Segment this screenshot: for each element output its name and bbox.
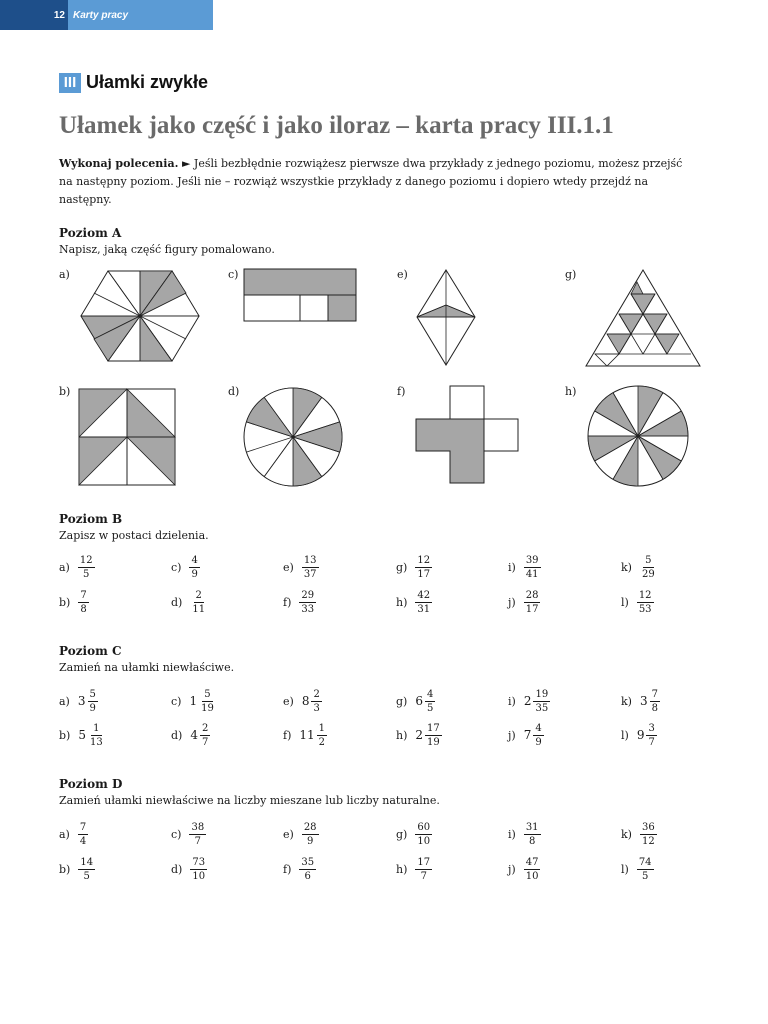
fraction bbox=[78, 857, 95, 882]
exercise-item bbox=[171, 720, 210, 750]
section-name: Karty pracy bbox=[68, 0, 213, 30]
whole-part: 3 bbox=[77, 694, 86, 708]
exercise-item bbox=[59, 720, 105, 750]
whole-part: 7 bbox=[523, 728, 532, 742]
whole-part: 3 bbox=[639, 694, 648, 708]
level-c-row-1 bbox=[59, 686, 719, 716]
whole-part: 6 bbox=[415, 694, 423, 708]
fraction bbox=[524, 822, 541, 847]
exercise-letter: f) bbox=[283, 728, 292, 742]
exercise-letter: j) bbox=[508, 595, 516, 609]
numerator: 5 bbox=[645, 554, 652, 566]
numerator: 36 bbox=[641, 821, 655, 833]
numerator: 4 bbox=[426, 688, 434, 700]
fraction bbox=[78, 822, 88, 847]
numerator: 60 bbox=[417, 821, 431, 833]
numerator: 5 bbox=[89, 688, 96, 700]
level-c-title: Poziom C bbox=[59, 644, 122, 658]
denominator: 37 bbox=[303, 568, 317, 580]
denominator: 17 bbox=[525, 603, 539, 615]
exercise-item bbox=[396, 720, 442, 750]
exercise-item bbox=[621, 587, 654, 617]
whole-part: 4 bbox=[190, 728, 198, 742]
exercise-item bbox=[621, 686, 660, 716]
numerator: 38 bbox=[191, 821, 205, 833]
denominator: 9 bbox=[191, 568, 198, 580]
level-a-instruction: Napisz, jaką część figury pomalowano. bbox=[59, 243, 275, 256]
exercise-letter: i) bbox=[508, 827, 516, 841]
exercise-item bbox=[396, 587, 432, 617]
level-d-title: Poziom D bbox=[59, 777, 123, 791]
numerator: 19 bbox=[535, 688, 549, 700]
exercise-item bbox=[396, 819, 432, 849]
denominator: 53 bbox=[638, 603, 652, 615]
numerator: 39 bbox=[525, 554, 539, 566]
denominator: 4 bbox=[79, 835, 87, 847]
chapter-title: Ułamki zwykłe bbox=[86, 72, 209, 92]
exercise-letter: l) bbox=[621, 595, 629, 609]
fraction bbox=[425, 689, 435, 714]
whole-part: 8 bbox=[301, 694, 310, 708]
exercise-item bbox=[59, 854, 95, 884]
numerator: 29 bbox=[301, 589, 315, 601]
exercise-item bbox=[171, 686, 216, 716]
fraction bbox=[640, 822, 657, 847]
exercise-item bbox=[59, 819, 88, 849]
level-d-row-2 bbox=[59, 854, 719, 884]
figure-f-label: f) bbox=[397, 385, 406, 398]
level-a-title: Poziom A bbox=[59, 226, 122, 240]
figure-c-rectangle bbox=[243, 268, 358, 323]
fraction bbox=[199, 689, 216, 714]
numerator: 1 bbox=[93, 722, 100, 734]
figure-e-rhombus bbox=[415, 268, 477, 368]
exercise-letter: g) bbox=[396, 827, 408, 841]
denominator: 7 bbox=[201, 736, 209, 748]
exercise-letter: c) bbox=[171, 827, 182, 841]
denominator: 5 bbox=[83, 870, 90, 882]
numerator: 2 bbox=[195, 589, 202, 601]
denominator: 6 bbox=[304, 870, 311, 882]
denominator: 8 bbox=[651, 702, 658, 714]
fraction bbox=[646, 723, 656, 748]
numerator: 74 bbox=[638, 856, 652, 868]
exercise-item bbox=[171, 854, 207, 884]
chapter-number: III bbox=[59, 73, 81, 93]
denominator: 7 bbox=[648, 736, 655, 748]
fraction bbox=[190, 857, 207, 882]
exercise-item bbox=[508, 552, 541, 582]
fraction bbox=[88, 723, 105, 748]
exercise-letter: b) bbox=[59, 728, 71, 742]
exercise-item bbox=[283, 552, 319, 582]
exercise-letter: b) bbox=[59, 862, 71, 876]
level-c-instruction: Zamień na ułamki niewłaściwe. bbox=[59, 661, 235, 674]
fraction bbox=[88, 689, 98, 714]
exercise-item bbox=[283, 720, 327, 750]
fraction bbox=[299, 857, 316, 882]
denominator: 5 bbox=[426, 702, 434, 714]
denominator: 7 bbox=[194, 835, 201, 847]
denominator: 9 bbox=[89, 702, 96, 714]
denominator: 19 bbox=[201, 702, 214, 714]
exercise-item bbox=[396, 854, 432, 884]
fraction bbox=[302, 822, 319, 847]
exercise-letter: d) bbox=[171, 595, 183, 609]
fraction bbox=[415, 822, 432, 847]
numerator: 12 bbox=[638, 589, 652, 601]
exercise-item bbox=[508, 854, 540, 884]
exercise-letter: b) bbox=[59, 595, 71, 609]
exercise-item bbox=[283, 819, 319, 849]
numerator: 17 bbox=[417, 856, 431, 868]
denominator: 8 bbox=[80, 603, 87, 615]
whole-part: 2 bbox=[415, 728, 424, 742]
figure-g-triangle bbox=[584, 268, 702, 368]
exercise-letter: g) bbox=[396, 694, 408, 708]
figure-b-square bbox=[78, 388, 176, 486]
denominator: 10 bbox=[417, 835, 431, 847]
exercise-letter: j) bbox=[508, 728, 516, 742]
exercise-letter: l) bbox=[621, 862, 629, 876]
page-number: 12 bbox=[0, 0, 68, 30]
exercise-letter: f) bbox=[283, 595, 292, 609]
exercise-item bbox=[283, 854, 316, 884]
numerator: 17 bbox=[427, 722, 440, 734]
denominator: 17 bbox=[417, 568, 431, 580]
level-b-row-1 bbox=[59, 552, 719, 582]
figure-a-label: a) bbox=[59, 268, 70, 281]
numerator: 3 bbox=[648, 722, 655, 734]
exercise-letter: e) bbox=[283, 694, 294, 708]
whole-part: 11 bbox=[299, 728, 315, 742]
denominator: 3 bbox=[313, 702, 320, 714]
exercise-letter: e) bbox=[283, 827, 294, 841]
fraction bbox=[311, 689, 321, 714]
chapter-heading bbox=[59, 72, 208, 93]
exercise-item bbox=[621, 720, 657, 750]
exercise-item bbox=[508, 587, 540, 617]
fraction bbox=[650, 689, 660, 714]
exercise-item bbox=[59, 552, 95, 582]
level-d-instruction: Zamień ułamki niewłaściwe na liczby mieszane lub liczby naturalne. bbox=[59, 794, 440, 807]
level-d-row-1 bbox=[59, 819, 719, 849]
fraction bbox=[299, 590, 316, 615]
denominator: 11 bbox=[192, 603, 206, 615]
fraction bbox=[533, 723, 543, 748]
numerator: 12 bbox=[79, 554, 93, 566]
exercise-item bbox=[396, 552, 432, 582]
exercise-letter: d) bbox=[171, 862, 183, 876]
exercise-letter: k) bbox=[621, 827, 632, 841]
numerator: 4 bbox=[535, 722, 542, 734]
exercise-letter: i) bbox=[508, 560, 516, 574]
numerator: 5 bbox=[204, 688, 211, 700]
fraction bbox=[189, 822, 206, 847]
numerator: 35 bbox=[301, 856, 315, 868]
numerator: 73 bbox=[192, 856, 206, 868]
fraction bbox=[415, 857, 432, 882]
denominator: 29 bbox=[641, 568, 655, 580]
exercise-letter: a) bbox=[59, 560, 70, 574]
exercise-item bbox=[621, 854, 654, 884]
exercise-letter: a) bbox=[59, 694, 70, 708]
denominator: 8 bbox=[528, 835, 536, 847]
fraction bbox=[190, 590, 207, 615]
level-b-row-2 bbox=[59, 587, 719, 617]
fraction bbox=[415, 555, 432, 580]
exercise-letter: h) bbox=[396, 862, 408, 876]
fraction bbox=[640, 555, 657, 580]
exercise-item bbox=[171, 552, 200, 582]
denominator: 7 bbox=[420, 870, 427, 882]
exercise-letter: j) bbox=[508, 862, 516, 876]
exercise-letter: k) bbox=[621, 694, 632, 708]
fraction bbox=[425, 723, 442, 748]
exercise-item bbox=[621, 552, 657, 582]
numerator: 2 bbox=[201, 722, 209, 734]
denominator: 5 bbox=[83, 568, 90, 580]
exercise-item bbox=[171, 819, 206, 849]
numerator: 14 bbox=[80, 856, 94, 868]
exercise-letter: c) bbox=[171, 694, 182, 708]
denominator: 9 bbox=[535, 736, 542, 748]
numerator: 31 bbox=[525, 821, 539, 833]
figure-a-hexagon bbox=[78, 268, 202, 364]
denominator: 5 bbox=[641, 870, 649, 882]
fraction bbox=[189, 555, 199, 580]
exercise-letter: d) bbox=[171, 728, 183, 742]
fraction bbox=[200, 723, 210, 748]
exercise-letter: i) bbox=[508, 694, 516, 708]
denominator: 10 bbox=[525, 870, 539, 882]
numerator: 7 bbox=[79, 821, 87, 833]
numerator: 47 bbox=[525, 856, 539, 868]
numerator: 28 bbox=[525, 589, 539, 601]
arrow-icon: ► bbox=[181, 157, 191, 170]
figure-g-label: g) bbox=[565, 268, 577, 281]
page-header bbox=[0, 0, 213, 30]
fraction bbox=[302, 555, 319, 580]
numerator: 2 bbox=[313, 688, 320, 700]
fraction bbox=[533, 689, 550, 714]
exercise-letter: l) bbox=[621, 728, 629, 742]
exercise-letter: g) bbox=[396, 560, 408, 574]
exercise-letter: f) bbox=[283, 862, 292, 876]
exercise-item bbox=[396, 686, 435, 716]
instructions-text: Jeśli bezbłędnie rozwiążesz pierwsze dwa przykłady z jednego poziomu, możesz przejść na następny poziom. Jeśli nie – rozwiąż wszystkie przykłady z danego poziomu i dopiero wtedy przejdź na następny. bbox=[59, 157, 683, 206]
exercise-item bbox=[508, 686, 550, 716]
figure-h-circle bbox=[586, 384, 690, 488]
figure-e-label: e) bbox=[397, 268, 408, 281]
exercise-item bbox=[59, 587, 89, 617]
numerator: 12 bbox=[417, 554, 431, 566]
exercise-letter: h) bbox=[396, 595, 408, 609]
exercise-letter: e) bbox=[283, 560, 294, 574]
figure-c-label: c) bbox=[228, 268, 239, 281]
page-title: Ułamek jako część i jako iloraz – karta pracy III.1.1 bbox=[59, 112, 614, 139]
denominator: 19 bbox=[427, 736, 440, 748]
denominator: 31 bbox=[417, 603, 431, 615]
fraction bbox=[524, 555, 541, 580]
numerator: 28 bbox=[303, 821, 317, 833]
fraction bbox=[78, 590, 88, 615]
exercise-letter: a) bbox=[59, 827, 70, 841]
fraction bbox=[415, 590, 432, 615]
whole-part: 1 bbox=[189, 694, 198, 708]
denominator: 35 bbox=[535, 702, 549, 714]
whole-part: 9 bbox=[636, 728, 645, 742]
figure-h-label: h) bbox=[565, 385, 577, 398]
level-b-title: Poziom B bbox=[59, 512, 123, 526]
whole-part: 2 bbox=[523, 694, 532, 708]
fraction bbox=[637, 590, 654, 615]
exercise-item bbox=[283, 587, 316, 617]
exercise-item bbox=[508, 720, 544, 750]
figure-d-label: d) bbox=[228, 385, 240, 398]
exercise-item bbox=[171, 587, 207, 617]
numerator: 7 bbox=[651, 688, 658, 700]
exercise-item bbox=[621, 819, 657, 849]
level-c-row-2 bbox=[59, 720, 719, 750]
exercise-item bbox=[283, 686, 322, 716]
fraction bbox=[524, 590, 541, 615]
numerator: 7 bbox=[80, 589, 87, 601]
exercise-letter: h) bbox=[396, 728, 408, 742]
exercise-letter: c) bbox=[171, 560, 182, 574]
fraction bbox=[524, 857, 541, 882]
denominator: 12 bbox=[641, 835, 655, 847]
numerator: 1 bbox=[318, 722, 326, 734]
denominator: 41 bbox=[525, 568, 539, 580]
whole-part: 5 bbox=[78, 728, 86, 742]
denominator: 33 bbox=[301, 603, 315, 615]
denominator: 13 bbox=[89, 736, 103, 748]
figure-b-label: b) bbox=[59, 385, 71, 398]
denominator: 9 bbox=[306, 835, 314, 847]
exercise-letter: k) bbox=[621, 560, 632, 574]
numerator: 42 bbox=[417, 589, 431, 601]
exercise-item bbox=[508, 819, 541, 849]
denominator: 10 bbox=[192, 870, 206, 882]
fraction bbox=[637, 857, 654, 882]
instructions-bold: Wykonaj polecenia. bbox=[59, 157, 179, 170]
figure-f-cross bbox=[415, 385, 519, 485]
instructions bbox=[59, 155, 684, 209]
denominator: 2 bbox=[318, 736, 326, 748]
level-b-instruction: Zapisz w postaci dzielenia. bbox=[59, 529, 209, 542]
fraction bbox=[78, 555, 95, 580]
numerator: 4 bbox=[191, 554, 198, 566]
exercise-item bbox=[59, 686, 98, 716]
numerator: 13 bbox=[303, 554, 317, 566]
figure-d-circle bbox=[242, 386, 344, 488]
fraction bbox=[317, 723, 327, 748]
